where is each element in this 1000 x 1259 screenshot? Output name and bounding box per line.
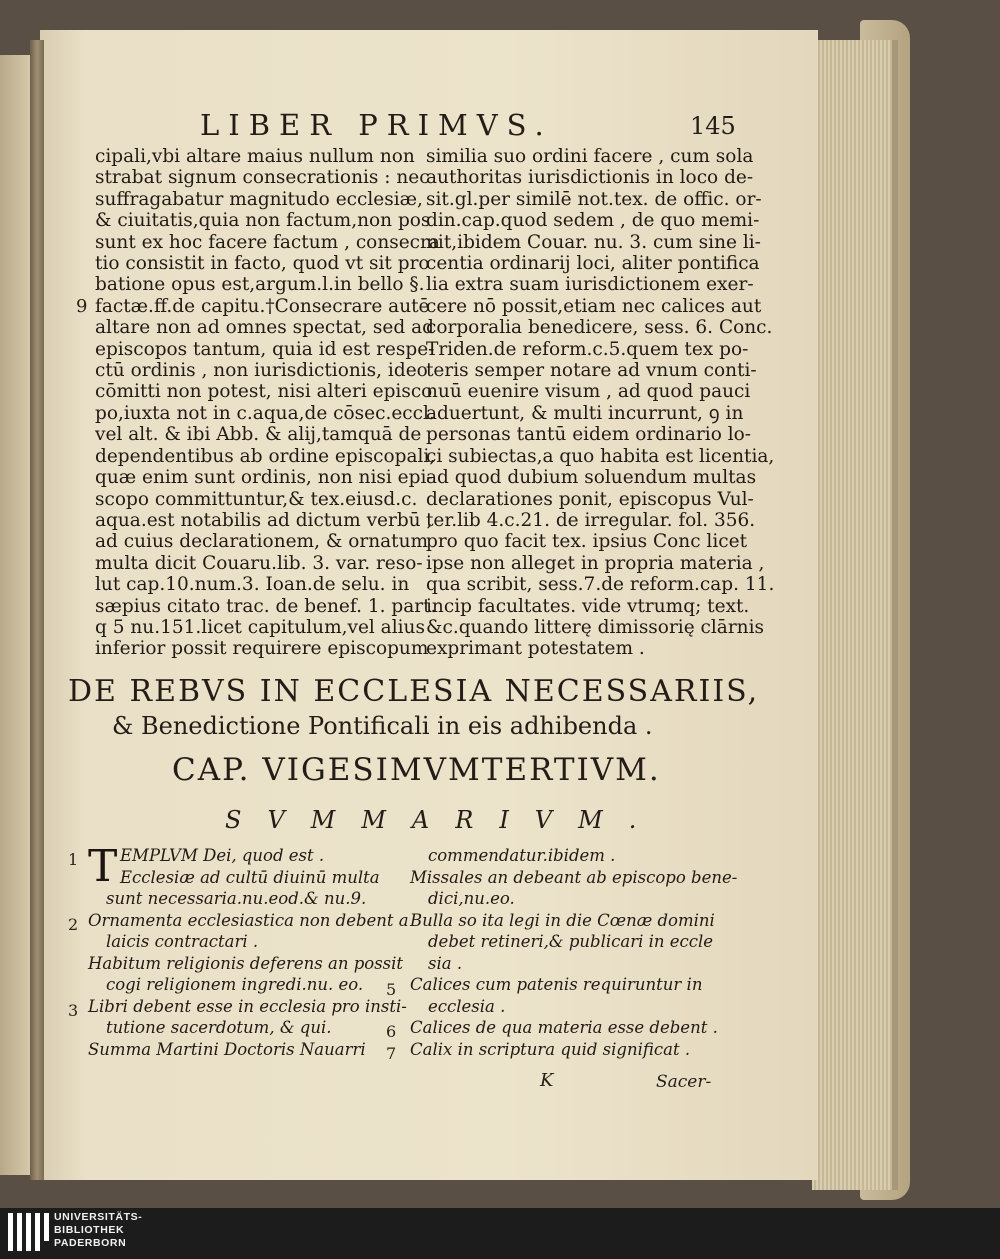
text-line: altare non ad omnes spectat, sed ad xyxy=(95,317,434,339)
page-edges xyxy=(812,40,898,1190)
text-line: dependentibus ab ordine episcopali, xyxy=(95,445,436,467)
summary-number: 5 xyxy=(386,980,397,999)
text-line: ipse non alleget in propria materia , xyxy=(426,552,765,574)
summary-line: ecclesia . xyxy=(428,996,506,1016)
chapter-heading: CAP. VIGESIMVMTERTIVM. xyxy=(172,752,661,788)
summary-line: laicis contractari . xyxy=(106,932,259,951)
text-line: Triden.de reform.c.5.quem tex po- xyxy=(426,338,749,360)
text-line: sæpius citato trac. de benef. 1. part. xyxy=(95,595,437,617)
text-line: corporalia benedicere, sess. 6. Conc. xyxy=(426,317,773,339)
text-line: qua scribit, sess.7.de reform.cap. 11. xyxy=(426,574,775,596)
page-number: 145 xyxy=(690,112,736,140)
summary-line: sunt necessaria.nu.eod.& nu.9. xyxy=(106,889,367,908)
text-line: multa dicit Couaru.lib. 3. var. reso- xyxy=(95,552,423,574)
library-logo-icon xyxy=(8,1213,50,1255)
summary-line: Calices cum patenis requiruntur in xyxy=(410,975,703,994)
library-name xyxy=(54,1211,142,1250)
summary-line: cogi religionem ingredi.nu. eo. xyxy=(106,975,364,994)
text-line: strabat signum consecrationis : nec xyxy=(95,167,430,189)
summary-number: 1 xyxy=(68,850,79,869)
summary-line: tutione sacerdotum, & qui. xyxy=(106,1018,332,1037)
text-line: declarationes ponit, episcopus Vul- xyxy=(426,488,754,510)
summary-line: Ornamenta ecclesiastica non debent a xyxy=(88,910,409,930)
summary-line: Missales an debeant ab episcopo bene- xyxy=(410,867,738,887)
section-title: DE REBVS IN ECCLESIA NECESSARIIS, xyxy=(68,674,760,709)
text-line: authoritas iurisdictionis in loco de- xyxy=(426,167,754,189)
summary-number: 2 xyxy=(68,915,79,934)
text-line: lut cap.10.num.3. Ioan.de selu. in xyxy=(95,574,410,596)
summary-line: EMPLVM Dei, quod est . xyxy=(120,846,325,865)
text-line: q 5 nu.151.licet capitulum,vel alius xyxy=(95,616,425,638)
summary-line: Summa Martini Doctoris Nauarri xyxy=(88,1039,366,1059)
text-line: lia extra suam iurisdictionem exer- xyxy=(426,274,754,296)
summary-line: commendatur.ibidem . xyxy=(428,846,616,865)
summary-line: dici,nu.eo. xyxy=(428,889,515,908)
section-subtitle: & Benedictione Pontificali in eis adhibenda . xyxy=(112,712,653,740)
library-name-line: UNIVERSITÄTS- xyxy=(54,1211,143,1223)
text-column-left xyxy=(95,146,440,660)
text-line: aqua.est notabilis ad dictum verbū , xyxy=(95,509,433,531)
drop-capital: T xyxy=(88,841,118,892)
text-line: &c.quando litterę dimissorię clārnis xyxy=(426,616,765,638)
text-line: similia suo ordini facere , cum sola xyxy=(426,146,754,167)
summary-line: Ecclesiæ ad cultū diuinū multa xyxy=(120,867,380,887)
text-line: centia ordinarij loci, aliter pontifica xyxy=(426,253,760,275)
text-line: quæ enim sunt ordinis, non nisi epi- xyxy=(95,467,433,489)
text-line: scopo committuntur,& tex.eiusd.c. xyxy=(95,488,418,510)
text-line: tio consistit in facto, quod vt sit pro xyxy=(95,253,430,275)
summary-number: 3 xyxy=(68,1001,79,1020)
text-line: suffragabatur magnitudo ecclesiæ, xyxy=(95,188,423,210)
library-name-line: PADERBORN xyxy=(54,1237,127,1249)
text-line: ci subiectas,a quo habita est licentia, xyxy=(426,445,775,467)
text-line: cōmitti non potest, nisi alteri episco xyxy=(95,381,433,403)
footer-bar xyxy=(0,1208,1000,1259)
text-line: cere nō possit,etiam nec calices aut xyxy=(426,295,762,317)
text-line: ad quod dubium soluendum multas xyxy=(426,467,757,489)
catchword: Sacer- xyxy=(656,1072,712,1092)
text-line: batione opus est,argum.l.in bello §. xyxy=(95,274,425,296)
text-line: teris semper notare ad vnum conti- xyxy=(426,360,757,382)
text-line: incip facultates. vide vtrumq; text. xyxy=(426,595,750,617)
text-line: ctū ordinis , non iurisdictionis, ideo xyxy=(95,360,428,382)
margin-number: 9 xyxy=(76,296,88,317)
book-gutter xyxy=(30,40,44,1180)
text-column-right xyxy=(426,146,775,660)
text-line: din.cap.quod sedem , de quo memi- xyxy=(426,210,760,232)
summary-line: Calices de qua materia esse debent . xyxy=(410,1018,718,1037)
text-line: & ciuitatis,quia non factum,non pos xyxy=(95,210,431,232)
text-line: episcopos tantum, quia id est respe- xyxy=(95,338,435,360)
text-line: vel alt. & ibi Abb. & alij,tamquā de xyxy=(95,424,422,446)
running-header: LIBER PRIMVS. xyxy=(200,108,553,142)
text-line: aduertunt, & multi incurrunt, ꝯ in xyxy=(426,402,744,424)
text-line: ter.lib 4.c.21. de irregular. fol. 356. xyxy=(426,509,756,531)
summary-line: debet retineri,& publicari in eccle xyxy=(428,932,714,951)
signature-mark: K xyxy=(540,1070,554,1091)
summary-column-left xyxy=(88,841,409,1060)
text-line: sunt ex hoc facere factum , consecra xyxy=(95,231,440,253)
summary-line: sia . xyxy=(428,953,463,973)
text-line: po,iuxta not in c.aqua,de cōsec.eccl. xyxy=(95,402,435,424)
text-line: nuū euenire visum , ad quod pauci xyxy=(426,381,751,403)
summary-column-right xyxy=(410,845,738,1060)
summary-line: Libri debent esse in ecclesia pro insti- xyxy=(88,996,407,1016)
text-line: exprimant potestatem . xyxy=(426,638,645,660)
text-line: inferior possit requirere episcopum xyxy=(95,638,429,660)
summary-number: 6 xyxy=(386,1022,397,1041)
summary-number: 7 xyxy=(386,1044,397,1063)
text-line: personas tantū eidem ordinario lo- xyxy=(426,424,752,446)
summarium-heading: SVMMARIVM. xyxy=(225,806,663,834)
summary-line: Calix in scriptura quid significat . xyxy=(410,1039,691,1059)
text-line: factæ.ff.de capitu.†Consecrare autē xyxy=(95,295,430,317)
summary-line: Bulla so ita legi in die Cœnæ domini xyxy=(410,910,715,930)
library-name-line: BIBLIOTHEK xyxy=(54,1224,125,1236)
text-line: sit.gl.per similē not.tex. de offic. or- xyxy=(426,188,762,210)
summary-line: Habitum religionis deferens an possit xyxy=(88,953,404,973)
text-line: ad cuius declarationem, & ornatum xyxy=(95,531,429,553)
text-line: cipali,vbi altare maius nullum non xyxy=(95,146,415,167)
text-line: pro quo facit tex. ipsius Conc licet xyxy=(426,531,748,553)
text-line: nit,ibidem Couar. nu. 3. cum sine li- xyxy=(426,231,761,253)
